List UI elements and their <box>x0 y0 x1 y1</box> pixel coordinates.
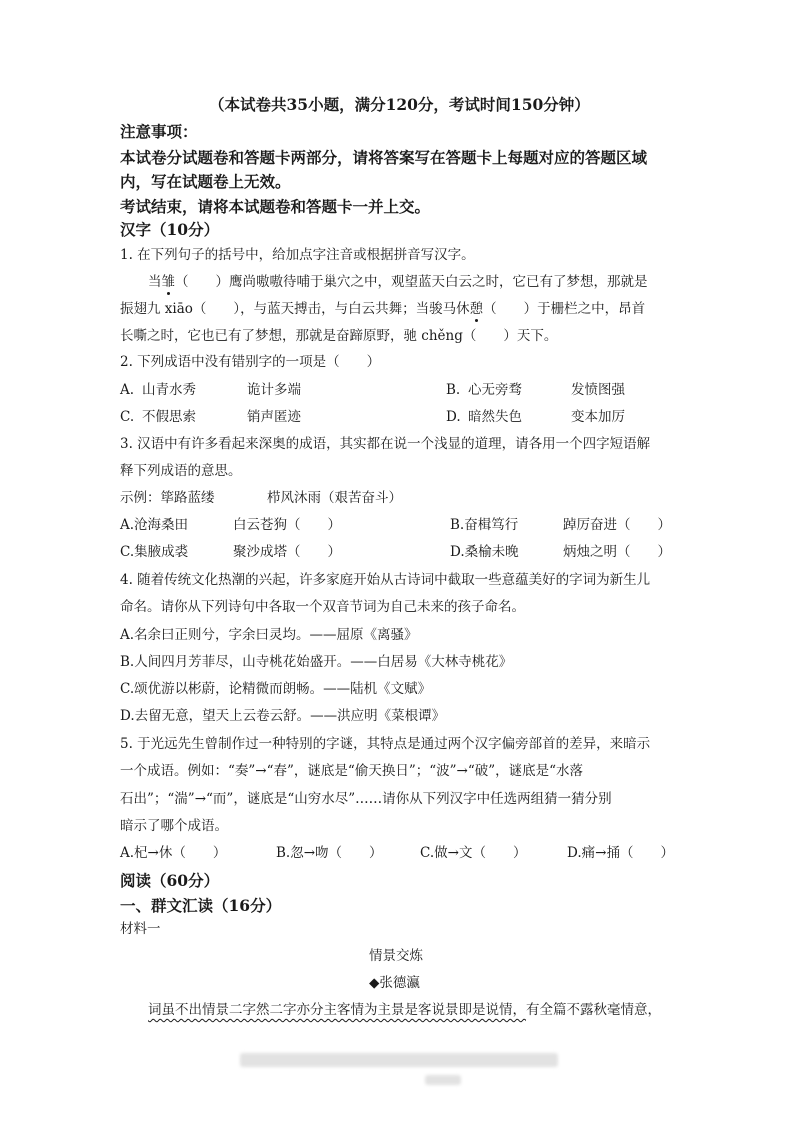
exam-info: （本试卷共35小题，满分120分，考试时间150分钟） <box>209 95 590 114</box>
example-label: 示例：筚路蓝缕 <box>120 490 215 506</box>
option-label: B. <box>446 382 461 398</box>
q5-option-d: D.痛→捅（ ） <box>567 845 674 861</box>
notice-line-1b: 内，写在试题卷上无效。 <box>120 172 291 191</box>
option-word: 白云苍狗（ ） <box>233 517 341 533</box>
option-word: 诡计多端 <box>247 382 301 398</box>
q2-stem: 2. 下列成语中没有错别字的一项是（ ） <box>120 354 381 370</box>
example-answer: 栉风沐雨（艰苦奋斗） <box>267 490 402 506</box>
q4-option-d: D.去留无意，望天上云卷云舒。——洪应明《菜根谭》 <box>120 708 446 724</box>
option-word: 暗然失色 <box>468 409 522 425</box>
option-word: 发愤图强 <box>571 382 625 398</box>
q4-option-c: C.颂优游以彬蔚，论精微而朗畅。——陆机《文赋》 <box>120 681 432 697</box>
section-reading-title: 阅读（60分） <box>120 871 220 890</box>
material-label: 材料一 <box>120 921 161 937</box>
q4-option-b: B.人间四月芳菲尽，山寺桃花始盛开。——白居易《大林寺桃花》 <box>120 654 513 670</box>
q1-text: （ ）鹰尚嗷嗷待哺于巢穴之中，观望蓝天白云之时，它已有了梦想，那就是 <box>175 274 648 290</box>
option-word: 不假思索 <box>142 409 196 425</box>
q3-stem-b: 释下列成语的意思。 <box>120 463 242 479</box>
option-word: 变本加厉 <box>571 409 625 425</box>
dotted-character: 雏 <box>161 274 175 290</box>
notice-line-1a: 本试卷分试题卷和答题卡两部分，请将答案写在答题卡上每题对应的答题区域 <box>120 148 648 167</box>
q1-text: 振翅九 xiāo（ ），与蓝天搏击，与白云共舞；当骏马休 <box>120 301 470 317</box>
q1-line-1 <box>148 273 648 291</box>
q3-stem-a: 3. 汉语中有许多看起来深奥的成语，其实都在说一个浅显的道理，请各用一个四字短语解 <box>120 436 651 452</box>
q5-line-4: 暗示了哪个成语。 <box>120 818 228 834</box>
q5-option-a: A.杞→休（ ） <box>120 845 227 861</box>
option-label: A. <box>120 382 135 398</box>
q4-stem-b: 命名。请你从下列诗句中各取一个双音节词为自己未来的孩子命名。 <box>120 599 525 615</box>
q1-line-3: 长嘶之时，它也已有了梦想，那就是奋蹄原野，驰 chěng（ ）天下。 <box>120 328 558 344</box>
section-hanzi-title: 汉字（10分） <box>120 220 220 239</box>
option-word: A.沧海桑田 <box>120 517 189 533</box>
article-first-line <box>148 1001 661 1019</box>
option-word: 销声匿迹 <box>247 409 301 425</box>
option-word: 踔厉奋进（ ） <box>563 517 671 533</box>
blurred-watermark <box>425 1075 461 1085</box>
q5-option-b: B.忽→吻（ ） <box>276 845 383 861</box>
q1-text: （ ）于栅栏之中，昂首 <box>483 301 646 317</box>
option-word: 山青水秀 <box>142 382 196 398</box>
blurred-watermark <box>240 1053 558 1067</box>
dotted-character: 憩 <box>469 301 484 317</box>
option-word: 炳烛之明（ ） <box>563 544 671 560</box>
option-label: C. <box>120 409 135 425</box>
option-label: D. <box>446 409 461 425</box>
q5-line-3: 石出”；“湍”→“而”，谜底是“山穷水尽”……请你从下列汉字中任选两组猜一猜分别 <box>120 791 612 807</box>
part1-title: 一、群文汇读（16分） <box>120 896 282 915</box>
wavy-underlined-text: 词虽不出情景二字然二字亦分主客情为主景是客说景即是说情， <box>148 1002 526 1018</box>
q1-stem: 1. 在下列句子的括号中，给加点字注音或根据拼音写汉字。 <box>120 247 475 263</box>
option-word: B.奋楫笃行 <box>450 517 519 533</box>
notice-line-2: 考试结束，请将本试题卷和答题卡一并上交。 <box>120 197 431 216</box>
option-word: 心无旁骛 <box>468 382 522 398</box>
q1-line-2 <box>120 300 645 318</box>
article-title: 情景交炼 <box>369 948 423 964</box>
option-word: 聚沙成塔（ ） <box>233 544 341 560</box>
q4-option-a: A.名余曰正则兮，字余曰灵均。——屈原《离骚》 <box>120 627 418 643</box>
q5-line-2: 一个成语。例如：“奏”→“春”，谜底是“偷天换日”；“波”→“破”，谜底是“水落 <box>120 763 584 779</box>
option-word: D.桑榆未晚 <box>450 544 519 560</box>
notice-title: 注意事项： <box>120 122 198 141</box>
q1-text: 当 <box>148 274 162 290</box>
option-word: C.集腋成裘 <box>120 544 189 560</box>
q4-stem-a: 4. 随着传统文化热潮的兴起，许多家庭开始从古诗词中截取一些意蕴美好的字词为新生儿 <box>120 572 651 588</box>
article-text: 有全篇不露秋毫情意， <box>526 1002 661 1018</box>
article-author: ◆张德瀛 <box>369 975 420 991</box>
q5-line-1: 5. 于光远先生曾制作过一种特别的字谜，其特点是通过两个汉字偏旁部首的差异，来暗示 <box>120 736 651 752</box>
q5-option-c: C.做→文（ ） <box>420 845 527 861</box>
